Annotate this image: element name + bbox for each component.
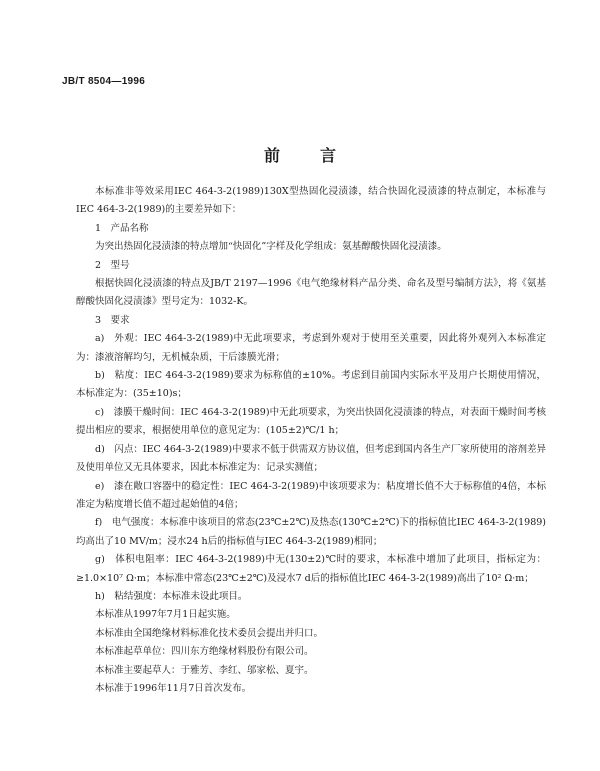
item-c: c) 漆膜干燥时间：IEC 464-3-2(1989)中无此项要求，为突出快固化浸渍漆的特点，对表面干燥时间考核提出相应的要求，根据使用单位的意见定为：(105±2)℃/1 h； (76, 406, 546, 437)
item-d: d) 闪点：IEC 464-3-2(1989)中要求不低于供需双方协议值，但考虑到国内各生产厂家所使用的溶剂差异及使用单位又无具体要求，因此本标准定为：记录实测值； (76, 443, 546, 474)
item-e: e) 漆在敞口容器中的稳定性：IEC 464-3-2(1989)中该项要求为：粘度增长值不大于标称值的4倍，本标准定为粘度增长值不超过起始值的4倍； (76, 480, 546, 510)
standard-code: JB/T 8504—1996 (62, 76, 146, 87)
first-issue-date: 本标准于1996年11月7日首次发布。 (95, 682, 252, 694)
section-2-text: 根据快固化浸渍漆的特点及JB/T 2197—1996《电气绝缘材料产品分类、命名及型号编制方法》，将《氨基醇酸快固化浸渍漆》型号定为：1032-K。 (76, 278, 546, 308)
intro-paragraph: 本标准非等效采用IEC 464-3-2(1989)130X型热固化浸渍漆，结合快固化浸渍漆的特点制定，本标准与IEC 464-3-2(1989)的主要差异如下： (76, 186, 546, 216)
section-2-heading: 2 型号 (95, 259, 130, 271)
item-h: h) 粘结强度：本标准未设此项目。 (95, 590, 248, 602)
item-f: f) 电气强度：本标准中该项目的常态(23℃±2℃)及热态(130℃±2℃)下的指标值比IEC 464-3-2(1989)均高出了10 MV/m；浸水24 h后的指标值与IEC 464-3-2(1989)相同； (76, 517, 546, 547)
implementation-date: 本标准从1997年7月1日起实施。 (95, 609, 236, 621)
item-a: a) 外观：IEC 464-3-2(1989)中无此项要求，考虑到外观对于使用至关重要，因此将外观列入本标准定为：漆液溶解均匀，无机械杂质，干后漆膜光滑； (76, 333, 546, 363)
proposed-by: 本标准由全国绝缘材料标准化技术委员会提出并归口。 (95, 627, 324, 639)
section-3-heading: 3 要求 (95, 314, 130, 326)
item-b: b) 粘度：IEC 464-3-2(1989)要求为标称值的±10%。考虑到目前国内实际水平及用户长期使用情况，本标准定为：(35±10)s； (76, 370, 546, 400)
document-body (76, 183, 546, 698)
item-g: g) 体积电阻率：IEC 464-3-2(1989)中无(130±2)℃时的要求，本标准中增加了此项目，指标定为：≥1.0×10⁷ Ω·m；本标准中常态(23℃±2℃)及浸水7 d后的指标值比IEC 464-3-2(1989)高出了10² Ω·m； (76, 554, 546, 584)
page-title: 前言 (263, 146, 376, 165)
main-drafters: 本标准主要起草人：于雅芳、李红、邬家松、夏宇。 (95, 664, 314, 676)
section-1-heading: 1 产品名称 (95, 222, 149, 234)
section-1-text: 为突出热固化浸渍漆的特点增加“快固化”字样及化学组成：氨基醇酸快固化浸渍漆。 (95, 241, 447, 253)
drafting-unit: 本标准起草单位：四川东方绝缘材料股份有限公司。 (95, 646, 314, 658)
